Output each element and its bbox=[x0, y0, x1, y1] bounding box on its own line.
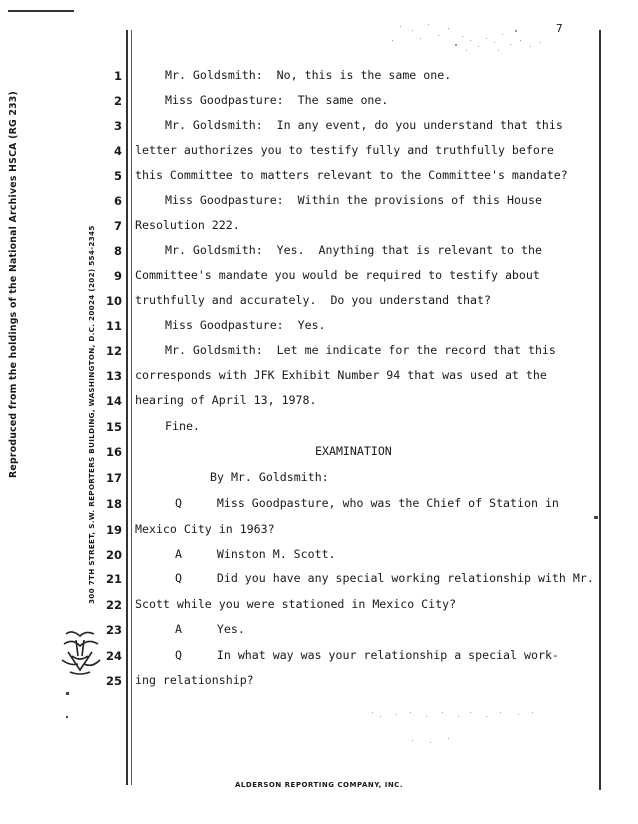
scan-speck bbox=[448, 28, 449, 29]
scan-speck bbox=[420, 38, 421, 39]
section-heading: EXAMINATION bbox=[315, 444, 392, 458]
line-number: 4 bbox=[113, 144, 122, 158]
scan-speck bbox=[510, 44, 511, 45]
scan-speck bbox=[486, 716, 487, 717]
scan-speck bbox=[380, 716, 381, 717]
transcript-line: Miss Goodpasture: Yes. bbox=[165, 318, 326, 332]
top-rule bbox=[8, 10, 74, 12]
transcript-line: this Committee to matters relevant to the Committee's mandate? bbox=[135, 168, 568, 182]
scan-speck bbox=[532, 712, 533, 713]
transcript-line: Q Miss Goodpasture, who was the Chief of Station in bbox=[175, 496, 559, 510]
scan-speck bbox=[515, 30, 517, 32]
line-number: 11 bbox=[105, 319, 122, 333]
scan-speck bbox=[448, 738, 449, 739]
transcript-line: letter authorizes you to testify fully and truthfully before bbox=[135, 143, 554, 157]
line-number: 21 bbox=[105, 572, 122, 586]
scan-speck bbox=[478, 46, 479, 47]
scan-speck bbox=[438, 35, 439, 36]
line-number: 7 bbox=[113, 219, 122, 233]
line-number: 6 bbox=[113, 194, 122, 208]
transcript-line: Miss Goodpasture: Within the provisions of this House bbox=[165, 193, 542, 207]
scan-speck bbox=[540, 42, 541, 43]
transcript-line: Committee's mandate you would be required to testify about bbox=[135, 268, 540, 282]
transcript-line: Mr. Goldsmith: Let me indicate for the record that this bbox=[165, 343, 556, 357]
line-number: 8 bbox=[113, 244, 122, 258]
scan-speck bbox=[494, 42, 495, 43]
transcript-line: corresponds with JFK Exhibit Number 94 that was used at the bbox=[135, 368, 547, 382]
line-number: 25 bbox=[105, 674, 122, 688]
transcript-line: A Winston M. Scott. bbox=[175, 547, 336, 561]
scan-speck bbox=[412, 30, 413, 31]
line-number: 12 bbox=[105, 344, 122, 358]
scan-speck bbox=[530, 46, 531, 47]
line-number: 2 bbox=[113, 94, 122, 108]
line-number: 15 bbox=[105, 420, 122, 434]
scan-speck bbox=[392, 40, 393, 41]
transcript-line: A Yes. bbox=[175, 622, 245, 636]
margin-mark bbox=[594, 516, 598, 519]
line-number: 1 bbox=[113, 69, 122, 83]
line-number: 14 bbox=[105, 394, 122, 408]
transcript-line: By Mr. Goldsmith: bbox=[210, 470, 329, 484]
reporter-address: 300 7TH STREET, S.W. REPORTERS BUILDING, WASHINGTON, D.C. 20024 (202) 554-2345 bbox=[87, 225, 96, 604]
scan-speck bbox=[520, 40, 521, 41]
transcript-line: Fine. bbox=[165, 419, 200, 433]
scan-speck bbox=[500, 712, 501, 713]
scan-speck bbox=[430, 742, 431, 743]
scan-speck bbox=[466, 50, 467, 51]
scan-speck bbox=[498, 50, 499, 51]
seal-stamp bbox=[58, 626, 104, 678]
scan-speck bbox=[428, 24, 429, 25]
transcript-line: truthfully and accurately. Do you understand that? bbox=[135, 293, 491, 307]
line-number: 5 bbox=[113, 169, 122, 183]
scan-speck bbox=[502, 34, 503, 35]
scan-speck bbox=[462, 36, 463, 37]
left-margin-rule-inner bbox=[131, 30, 132, 785]
line-number: 13 bbox=[105, 369, 122, 383]
transcript-line: Q In what way was your relationship a special work- bbox=[175, 648, 559, 662]
line-number: 3 bbox=[113, 119, 122, 133]
line-number: 20 bbox=[105, 548, 122, 562]
scan-speck bbox=[426, 716, 427, 717]
scan-speck bbox=[410, 712, 411, 713]
line-number: 10 bbox=[105, 294, 122, 308]
line-number: 24 bbox=[105, 649, 122, 663]
line-number: 17 bbox=[105, 471, 122, 485]
transcript-line: Resolution 222. bbox=[135, 218, 240, 232]
scan-speck bbox=[518, 714, 519, 715]
scan-speck bbox=[442, 712, 443, 713]
left-margin-rule bbox=[126, 30, 128, 785]
line-number: 23 bbox=[105, 623, 122, 637]
scan-speck bbox=[470, 40, 471, 41]
transcript-line: Mexico City in 1963? bbox=[135, 522, 275, 536]
right-margin-rule bbox=[599, 30, 601, 790]
transcript-line: hearing of April 13, 1978. bbox=[135, 393, 317, 407]
margin-mark bbox=[66, 692, 69, 695]
scan-speck bbox=[412, 740, 413, 741]
transcript-line: ing relationship? bbox=[135, 673, 254, 687]
page-number: 7 bbox=[556, 22, 563, 35]
scan-speck bbox=[372, 712, 373, 713]
archive-note: Reproduced from the holdings of the National Archives HSCA (RG 233) bbox=[8, 90, 19, 478]
scan-speck bbox=[396, 714, 397, 715]
transcript-line: Mr. Goldsmith: In any event, do you understand that this bbox=[165, 118, 563, 132]
transcript-line: Scott while you were stationed in Mexico City? bbox=[135, 597, 457, 611]
scan-speck bbox=[400, 26, 401, 27]
scan-speck bbox=[486, 38, 487, 39]
scan-speck bbox=[455, 44, 457, 46]
transcript-line: Mr. Goldsmith: Yes. Anything that is relevant to the bbox=[165, 243, 542, 257]
transcript-line: Miss Goodpasture: The same one. bbox=[165, 93, 389, 107]
scan-speck bbox=[458, 716, 459, 717]
transcript-line: Mr. Goldsmith: No, this is the same one. bbox=[165, 68, 452, 82]
transcript-line: Q Did you have any special working relationship with Mr. bbox=[175, 571, 594, 585]
line-number: 22 bbox=[105, 598, 122, 612]
scan-speck bbox=[470, 712, 471, 713]
line-number: 9 bbox=[113, 269, 122, 283]
line-number: 19 bbox=[105, 523, 122, 537]
footer-reporting-company: ALDERSON REPORTING COMPANY, INC. bbox=[235, 781, 403, 789]
line-number: 16 bbox=[105, 445, 122, 459]
margin-mark bbox=[66, 716, 68, 718]
line-number: 18 bbox=[105, 497, 122, 511]
